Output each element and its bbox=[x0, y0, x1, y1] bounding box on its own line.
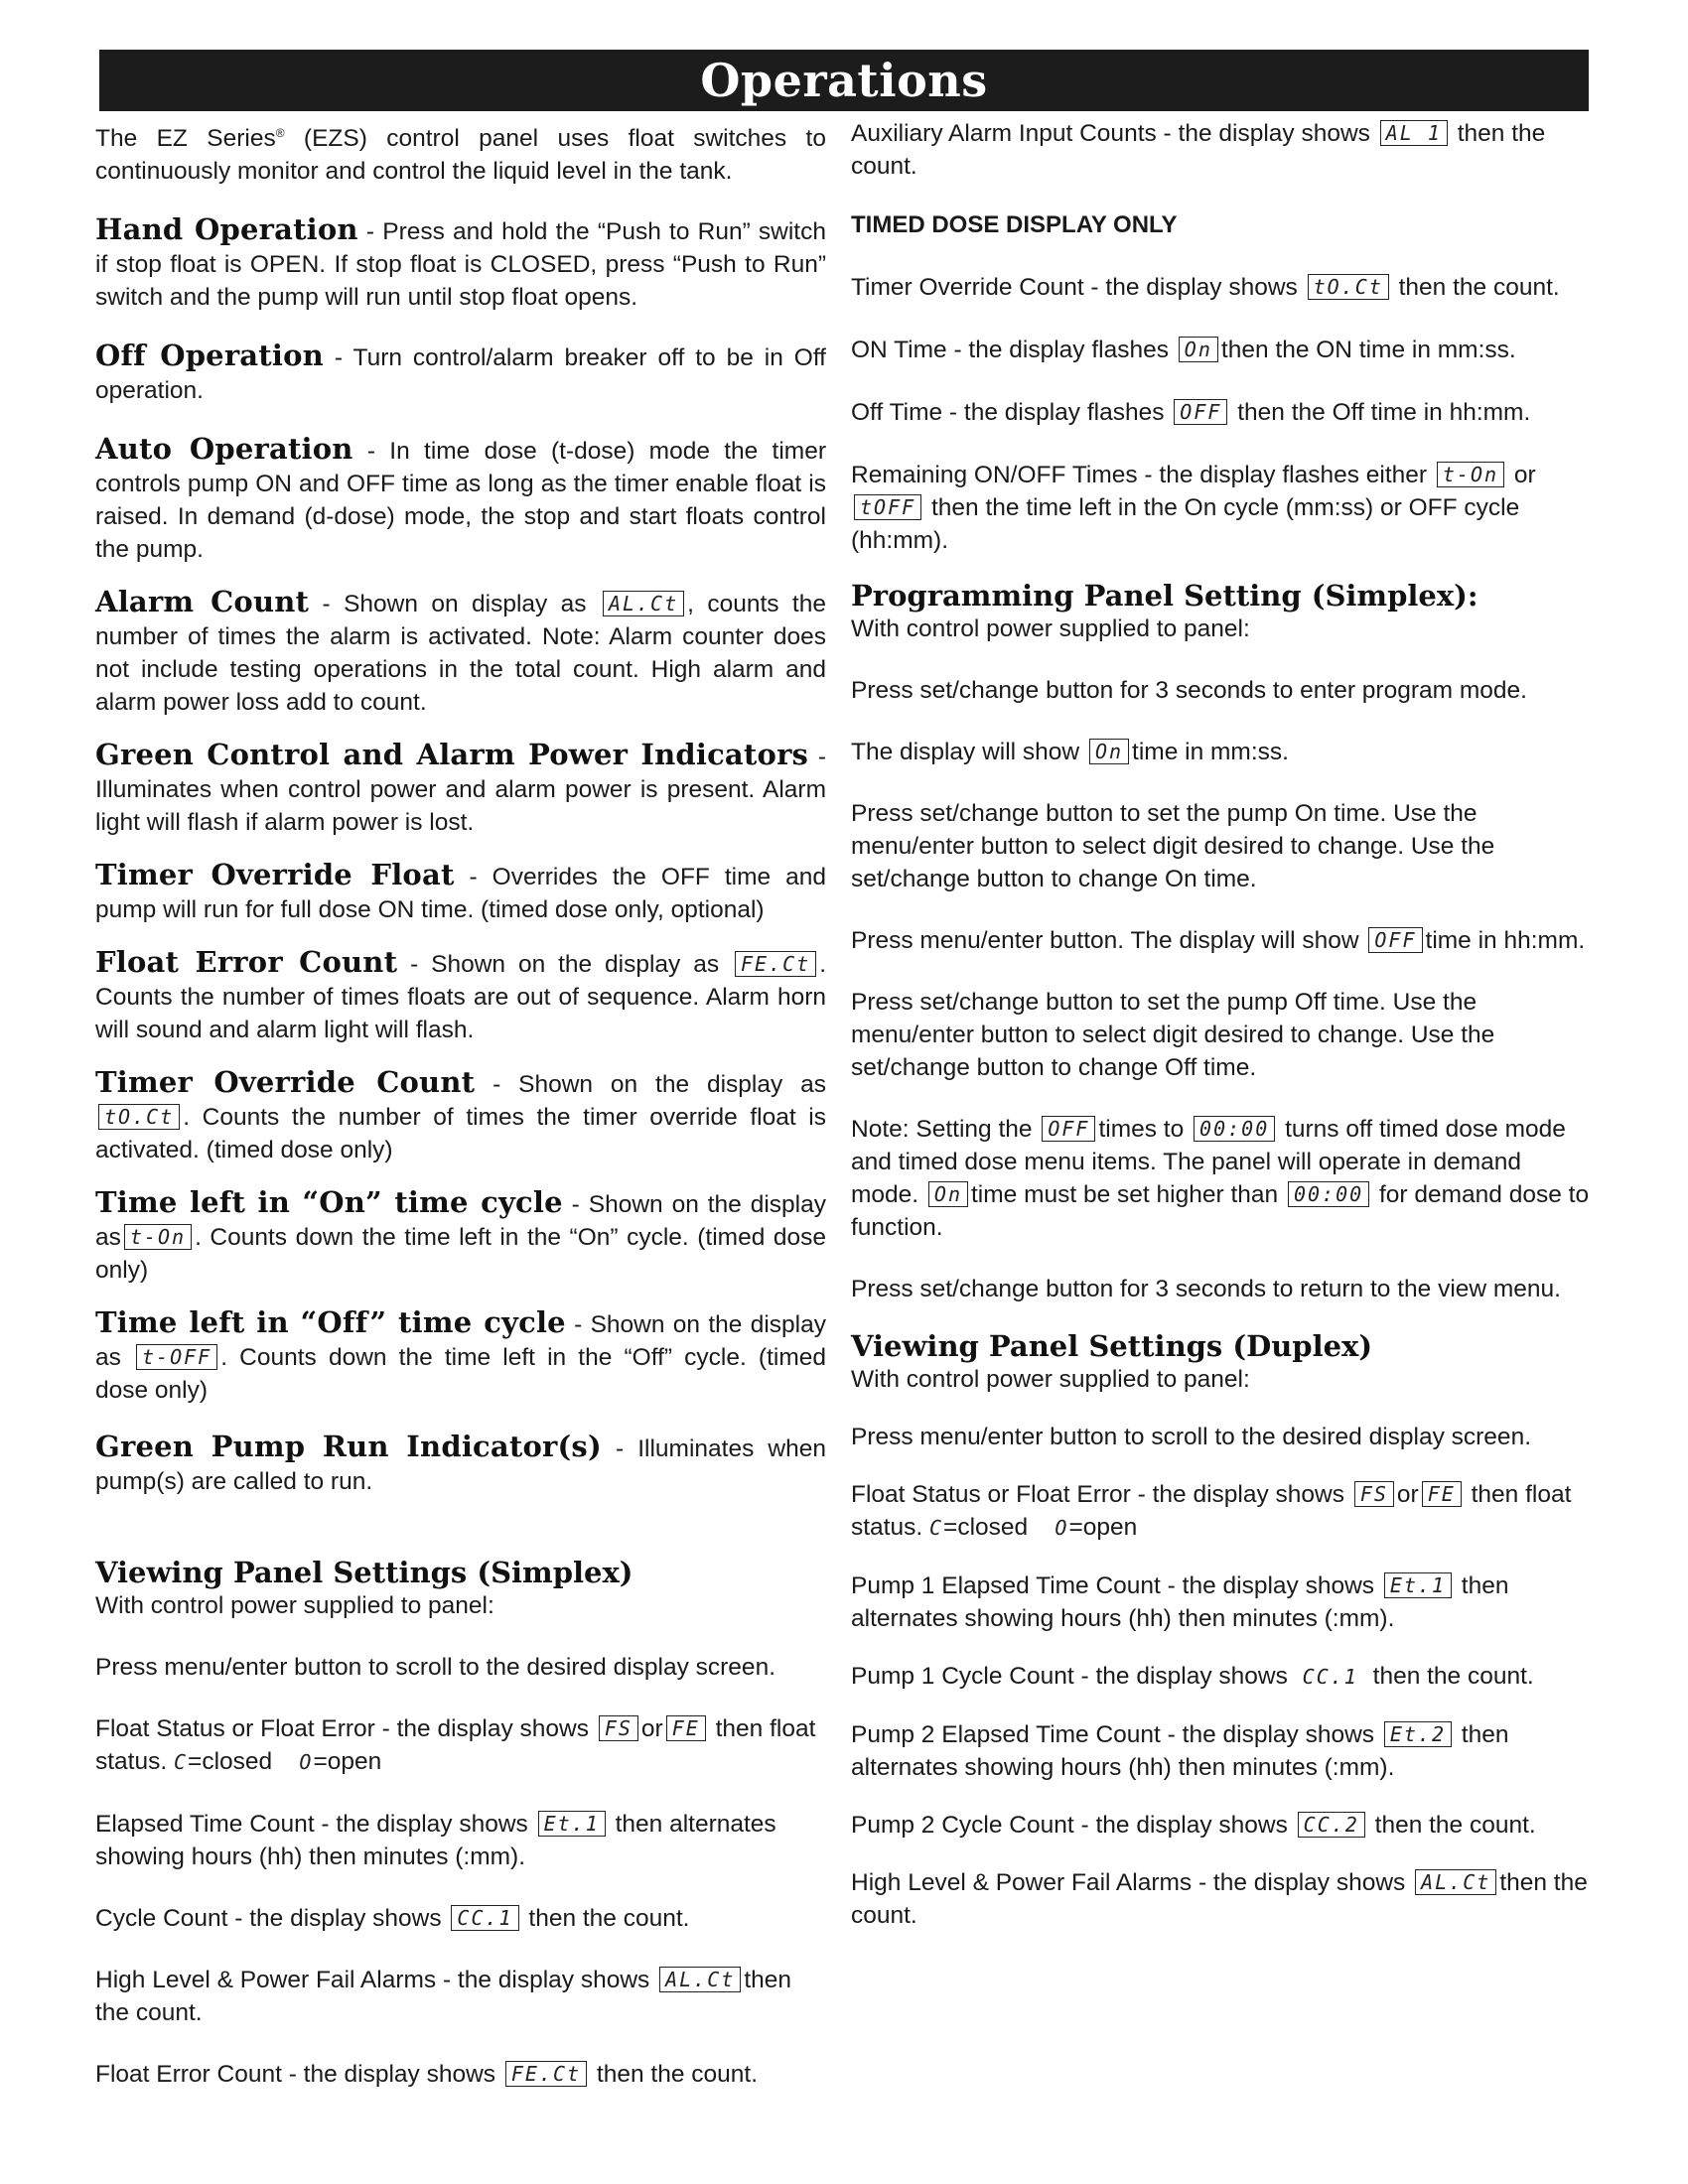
lcd-code-c-2: C bbox=[928, 1516, 944, 1540]
alarm-count-section bbox=[95, 586, 826, 719]
lcd-code-fe-2: FE bbox=[1422, 1481, 1462, 1507]
time-left-on-section bbox=[95, 1186, 826, 1287]
pump-run-indicator-heading: Green Pump Run Indicator(s) bbox=[95, 1430, 602, 1464]
timed-dose-heading: TIMED DOSE DISPLAY ONLY bbox=[851, 211, 1178, 238]
programming-step-5: Press set/change button to set the pump Off time. Use the menu/enter button to select digit desired to change. Use the set/change button to change Off time. bbox=[851, 989, 1495, 1081]
duplex-high-level bbox=[851, 1866, 1591, 1932]
alarm-count-text-a: - Shown on display as bbox=[309, 591, 600, 618]
lcd-code-off: OFF bbox=[1174, 399, 1227, 425]
lcd-code-toct: tO.Ct bbox=[1308, 274, 1389, 300]
lcd-code-alarm-count: AL.Ct bbox=[603, 591, 684, 616]
on-time bbox=[851, 334, 1591, 366]
note-text-d: time must be set higher than bbox=[971, 1181, 1285, 1208]
aux-text-b: then the count. bbox=[851, 120, 1546, 180]
off-operation-heading: Off Operation bbox=[95, 339, 324, 373]
time-left-on-text-b: . Counts down the time left in the “On” cycle. (timed dose only) bbox=[95, 1224, 826, 1285]
off-operation-text: - Turn control/alarm breaker off to be in Off operation. bbox=[95, 344, 826, 405]
registered-mark: ® bbox=[275, 126, 285, 140]
lcd-code-fe: FE bbox=[666, 1715, 706, 1741]
programming-note bbox=[851, 1113, 1591, 1244]
auto-operation-heading: Auto Operation bbox=[95, 432, 353, 467]
programming-step-6: Press set/change button for 3 seconds to return to the view menu. bbox=[851, 1276, 1561, 1302]
simplex-cycle-text-b: then the count. bbox=[521, 1905, 690, 1933]
remaining-text-a: Remaining ON/OFF Times - the display flashes either bbox=[851, 462, 1434, 488]
programming-step-1: Press set/change button for 3 seconds to enter program mode. bbox=[851, 677, 1527, 704]
pump1-elapsed-text-a: Pump 1 Elapsed Time Count - the display shows bbox=[851, 1572, 1381, 1599]
timer-override-count-text-a: - Shown on the display as bbox=[475, 1071, 826, 1099]
off-time-text-a: Off Time - the display flashes bbox=[851, 399, 1172, 426]
duplex-float-status-text-a: Float Status or Float Error - the display shows bbox=[851, 1481, 1351, 1508]
programming-step-2 bbox=[851, 736, 1591, 768]
green-control-section bbox=[95, 739, 826, 839]
timed-timer-override bbox=[851, 271, 1591, 304]
lcd-code-0000: 00:00 bbox=[1194, 1116, 1275, 1142]
timer-override-count-text-b: . Counts the number of times the timer override float is activated. (timed dose only) bbox=[95, 1104, 826, 1164]
lcd-code-cc2: CC.2 bbox=[1298, 1812, 1365, 1838]
pump1-cycle-text-b: then the count. bbox=[1365, 1663, 1534, 1690]
simplex-float-status-text-b: then float status. bbox=[95, 1715, 816, 1776]
on-time-text-a: ON Time - the display flashes bbox=[851, 337, 1176, 363]
simplex-elapsed-time bbox=[95, 1808, 826, 1873]
lcd-code-fect: FE.Ct bbox=[505, 2061, 587, 2087]
lcd-code-cc1: CC.1 bbox=[451, 1905, 518, 1931]
time-left-off-text-a: - Shown on the display as bbox=[95, 1311, 826, 1372]
open-label: =open bbox=[313, 1748, 382, 1776]
lcd-code-fs-2: FS bbox=[1354, 1481, 1394, 1507]
simplex-elapsed-text-a: Elapsed Time Count - the display shows bbox=[95, 1811, 535, 1839]
pump1-elapsed-time bbox=[851, 1570, 1591, 1635]
pump-run-indicator-section bbox=[95, 1431, 826, 1498]
closed-label-2: =closed bbox=[943, 1514, 1029, 1541]
lcd-code-on-2: On bbox=[1089, 739, 1129, 764]
timer-override-float-heading: Timer Override Float bbox=[95, 858, 455, 892]
timer-override-float-text: - Overrides the OFF time and pump will run for full dose ON time. (timed dose only, optional) bbox=[95, 864, 827, 924]
time-left-off-section bbox=[95, 1306, 826, 1407]
pump-run-indicator-text: - Illuminates when pump(s) are called to run. bbox=[95, 1435, 826, 1496]
note-text-b: times to bbox=[1098, 1116, 1192, 1143]
simplex-cycle-text-a: Cycle Count - the display shows bbox=[95, 1905, 449, 1933]
simplex-float-error bbox=[95, 2058, 826, 2091]
alarm-count-text-b: , counts the number of times the alarm is activated. Note: Alarm counter does not include testing operations in the total count. High alarm and alarm power loss add to count. bbox=[95, 591, 826, 717]
lcd-code-c: C bbox=[173, 1750, 189, 1775]
programming-step-3: Press set/change button to set the pump On time. Use the menu/enter button to select digit desired to change. Use the set/change button to change On time. bbox=[851, 800, 1495, 892]
auto-operation-section bbox=[95, 433, 826, 566]
hand-operation-text: - Press and hold the “Push to Run” switch if stop float is OPEN. If stop float is CLOSED, press “Push to Run” switch and the pump will run until stop float opens. bbox=[95, 218, 826, 312]
off-time bbox=[851, 396, 1591, 429]
programming-subtitle: With control power supplied to panel: bbox=[851, 615, 1250, 642]
time-left-on-text-a: - Shown on the display as bbox=[95, 1191, 826, 1252]
lcd-code-alct-2: AL.Ct bbox=[1415, 1869, 1496, 1895]
remaining-text-b: then the time left in the On cycle (mm:ss) or OFF cycle (hh:mm). bbox=[851, 494, 1520, 554]
lcd-code-et1: Et.1 bbox=[538, 1811, 606, 1837]
programming-step-4-text-a: Press menu/enter button. The display will show bbox=[851, 927, 1366, 954]
alarm-count-heading: Alarm Count bbox=[95, 585, 310, 619]
timed-timer-override-text-a: Timer Override Count - the display shows bbox=[851, 274, 1305, 301]
simplex-elapsed-text-b: then alternates showing hours (hh) then minutes (:mm). bbox=[95, 1811, 776, 1871]
programming-step-2-text-b: time in mm:ss. bbox=[1132, 739, 1289, 765]
remaining-times bbox=[851, 459, 1591, 557]
float-error-count-heading: Float Error Count bbox=[95, 945, 398, 980]
simplex-float-status bbox=[95, 1712, 826, 1779]
right-column bbox=[851, 117, 1591, 1932]
float-error-count-section bbox=[95, 946, 826, 1046]
programming-step-4-text-b: time in hh:mm. bbox=[1425, 927, 1586, 954]
lcd-code-fs: FS bbox=[599, 1715, 638, 1741]
note-text-c: turns off timed dose mode and timed dose menu items. The panel will operate in demand mode. bbox=[851, 1116, 1566, 1208]
simplex-high-level bbox=[95, 1964, 826, 2029]
programming-simplex-heading: Programming Panel Setting (Simplex): bbox=[851, 579, 1478, 613]
timed-timer-override-text-b: then the count. bbox=[1391, 274, 1560, 301]
simplex-float-error-text-a: Float Error Count - the display shows bbox=[95, 2061, 502, 2089]
programming-step-2-text-a: The display will show bbox=[851, 739, 1086, 765]
lcd-code-cc1-2: CC.1 bbox=[1302, 1665, 1358, 1689]
lcd-code-off-2: OFF bbox=[1368, 927, 1422, 953]
timer-override-float-section bbox=[95, 859, 826, 926]
lcd-code-t-on: t-On bbox=[124, 1224, 192, 1250]
viewing-duplex-scroll: Press menu/enter button to scroll to the desired display screen. bbox=[851, 1424, 1531, 1450]
operations-banner bbox=[99, 50, 1589, 111]
lcd-code-alct: AL.Ct bbox=[659, 1967, 741, 1992]
lcd-code-o-2: O bbox=[1055, 1516, 1069, 1540]
viewing-duplex-heading: Viewing Panel Settings (Duplex) bbox=[851, 1329, 1373, 1363]
lcd-code-timer-override: tO.Ct bbox=[98, 1104, 180, 1130]
hand-operation-section bbox=[95, 213, 826, 314]
simplex-float-error-text-b: then the count. bbox=[590, 2061, 758, 2089]
note-text-a: Note: Setting the bbox=[851, 1116, 1040, 1143]
simplex-float-status-text-a: Float Status or Float Error - the display shows bbox=[95, 1715, 596, 1743]
duplex-high-level-text-b: then the count. bbox=[851, 1869, 1588, 1929]
pump2-cycle-count bbox=[851, 1809, 1591, 1842]
programming-step-4 bbox=[851, 924, 1591, 957]
open-label-2: =open bbox=[1068, 1514, 1138, 1541]
aux-text-a: Auxiliary Alarm Input Counts - the display shows bbox=[851, 120, 1377, 147]
pump1-elapsed-text-b: then alternates showing hours (hh) then minutes (:mm). bbox=[851, 1572, 1509, 1632]
page-title: Operations bbox=[700, 54, 988, 107]
off-time-text-b: then the Off time in hh:mm. bbox=[1230, 399, 1531, 426]
lcd-code-et2: Et.2 bbox=[1384, 1721, 1452, 1747]
simplex-high-level-text-b: then the count. bbox=[95, 1967, 791, 2027]
pump2-cycle-text-b: then the count. bbox=[1367, 1812, 1536, 1839]
duplex-float-status bbox=[851, 1478, 1591, 1545]
lcd-code-et1-2: Et.1 bbox=[1384, 1572, 1452, 1598]
simplex-cycle-count bbox=[95, 1902, 826, 1935]
viewing-simplex-scroll: Press menu/enter button to scroll to the desired display screen. bbox=[95, 1654, 775, 1682]
lcd-code-off-3: OFF bbox=[1042, 1116, 1095, 1142]
lcd-code-on: On bbox=[1179, 337, 1218, 362]
aux-alarm-counts bbox=[851, 117, 1591, 183]
time-left-on-heading: Time left in “On” time cycle bbox=[95, 1185, 563, 1220]
green-control-heading: Green Control and Alarm Power Indicators bbox=[95, 738, 809, 772]
duplex-float-status-text-b: then float status. bbox=[851, 1481, 1572, 1541]
lcd-code-toff: tOFF bbox=[854, 494, 921, 520]
timer-override-count-heading: Timer Override Count bbox=[95, 1065, 476, 1100]
hand-operation-heading: Hand Operation bbox=[95, 212, 358, 247]
intro-text-b: (EZS) control panel uses float switches to continuously monitor and control the liquid level in the tank. bbox=[95, 125, 826, 186]
off-operation-section bbox=[95, 340, 826, 407]
float-error-text-a: - Shown on the display as bbox=[397, 951, 732, 979]
time-left-off-text-b: . Counts down the time left in the “Off” cycle. (timed dose only) bbox=[95, 1344, 826, 1405]
viewing-simplex-subtitle: With control power supplied to panel: bbox=[95, 1592, 494, 1620]
auto-operation-text: - In time dose (t-dose) mode the timer controls pump ON and OFF time as long as the timer enable float is raised. In demand (d-dose) mode, the stop and start floats control the pump. bbox=[95, 438, 826, 564]
lcd-code-t-off: t-OFF bbox=[136, 1344, 217, 1370]
lcd-code-0000-2: 00:00 bbox=[1288, 1181, 1369, 1207]
lcd-code-al1: AL 1 bbox=[1380, 120, 1448, 146]
remaining-or: or bbox=[1507, 462, 1536, 488]
lcd-code-t-on-2: t-On bbox=[1437, 462, 1504, 487]
closed-label: =closed bbox=[188, 1748, 273, 1776]
pump1-cycle-count bbox=[851, 1660, 1591, 1694]
pump2-elapsed-text-a: Pump 2 Elapsed Time Count - the display shows bbox=[851, 1721, 1381, 1748]
simplex-high-level-text-a: High Level & Power Fail Alarms - the display shows bbox=[95, 1967, 657, 1994]
pump1-cycle-text-a: Pump 1 Cycle Count - the display shows bbox=[851, 1663, 1295, 1690]
lcd-code-float-error: FE.Ct bbox=[735, 951, 816, 977]
viewing-duplex-subtitle: With control power supplied to panel: bbox=[851, 1366, 1250, 1393]
green-control-text: - Illuminates when control power and alarm power is present. Alarm light will flash if alarm power is lost. bbox=[95, 744, 827, 837]
duplex-high-level-text-a: High Level & Power Fail Alarms - the display shows bbox=[851, 1869, 1413, 1896]
on-time-text-b: then the ON time in mm:ss. bbox=[1220, 337, 1516, 363]
lcd-code-on-3: On bbox=[928, 1181, 968, 1207]
intro-paragraph bbox=[95, 117, 826, 188]
viewing-simplex-heading: Viewing Panel Settings (Simplex) bbox=[95, 1556, 633, 1590]
duplex-float-status-or: or bbox=[1396, 1481, 1419, 1508]
float-error-text-b: . Counts the number of times floats are out of sequence. Alarm horn will sound and alarm light will flash. bbox=[95, 951, 827, 1044]
pump2-elapsed-time bbox=[851, 1718, 1591, 1784]
timer-override-count-section bbox=[95, 1066, 826, 1166]
pump2-cycle-text-a: Pump 2 Cycle Count - the display shows bbox=[851, 1812, 1295, 1839]
pump2-elapsed-text-b: then alternates showing hours (hh) then minutes (:mm). bbox=[851, 1721, 1509, 1781]
left-column bbox=[95, 117, 826, 2091]
intro-text-a: The EZ Series bbox=[95, 125, 276, 153]
lcd-code-o: O bbox=[299, 1750, 314, 1775]
time-left-off-heading: Time left in “Off” time cycle bbox=[95, 1305, 566, 1340]
simplex-float-status-or: or bbox=[640, 1715, 663, 1743]
note-text-e: for demand dose to function. bbox=[851, 1181, 1590, 1241]
